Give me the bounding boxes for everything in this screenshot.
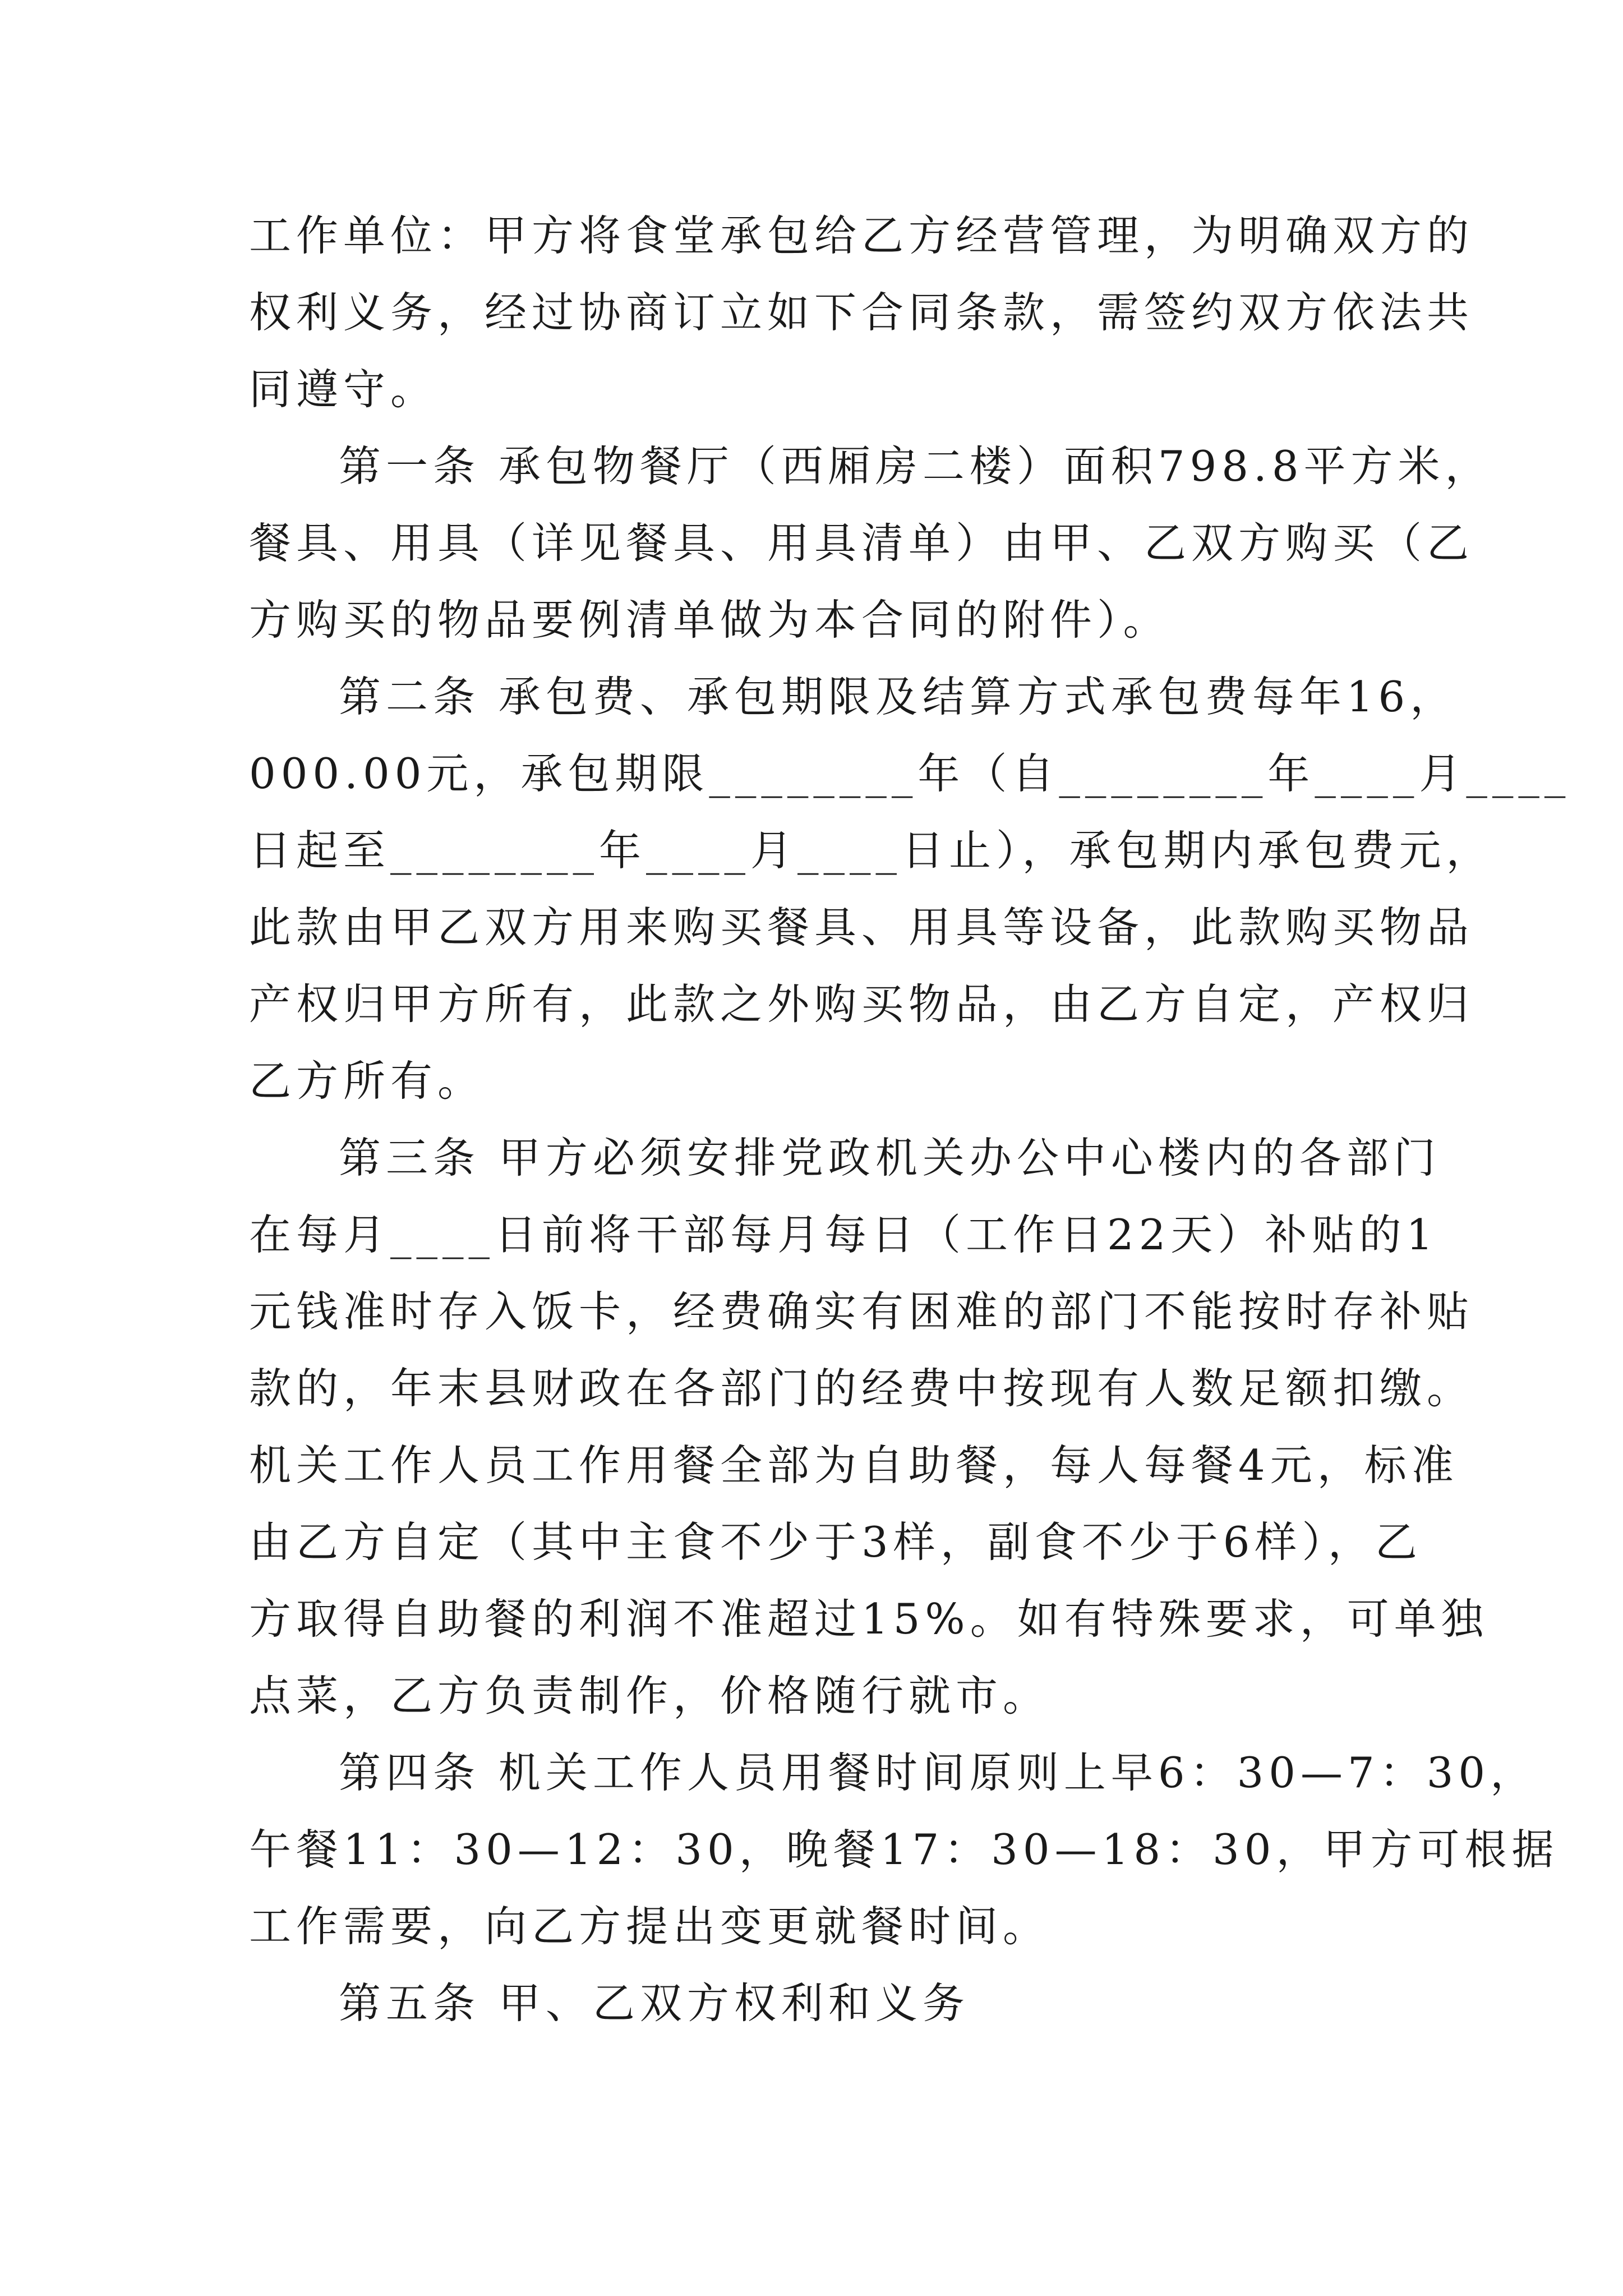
intro-paragraph — [249, 197, 1474, 428]
article-4-paragraph — [249, 1734, 1559, 1965]
text-line: 方取得自助餐的利润不准超过15%。如有特殊要求，可单独 — [249, 1594, 1488, 1644]
text-line: 同遵守。 — [249, 365, 438, 414]
text-line: 工作需要，向乙方提出变更就餐时间。 — [249, 1902, 1050, 1951]
text-line: 000.00元，承包期限________年（自________年____月____ — [249, 749, 1571, 798]
text-line: 产权归甲方所有，此款之外购买物品，由乙方自定，产权归 — [249, 979, 1474, 1029]
text-line: 乙方所有。 — [249, 1056, 485, 1106]
article-3-paragraph — [249, 1120, 1488, 1734]
document-body — [249, 197, 1571, 2042]
article-2-paragraph — [249, 659, 1571, 1120]
text-line: 此款由甲乙双方用来购买餐具、用具等设备，此款购买物品 — [249, 903, 1474, 952]
text-line: 第五条 甲、乙双方权利和义务 — [339, 1978, 970, 2028]
text-line: 日起至________年____月____日止），承包期内承包费元， — [249, 826, 1493, 875]
text-line: 第四条 机关工作人员用餐时间原则上早6：30—7：30， — [339, 1748, 1538, 1797]
text-line: 由乙方自定（其中主食不少于3样，副食不少于6样），乙 — [249, 1517, 1422, 1567]
text-line: 方购买的物品要例清单做为本合同的附件）。 — [249, 595, 1170, 645]
text-line: 机关工作人员工作用餐全部为自助餐，每人每餐4元，标准 — [249, 1441, 1459, 1490]
text-line: 第一条 承包物餐厅（西厢房二楼）面积798.8平方米， — [339, 441, 1492, 491]
text-line: 元钱准时存入饭卡，经费确实有困难的部门不能按时存补贴 — [249, 1287, 1474, 1336]
text-line: 午餐11：30—12：30，晚餐17：30—18：30，甲方可根据 — [249, 1825, 1559, 1874]
article-1-paragraph — [249, 428, 1492, 659]
text-line: 工作单位：甲方将食堂承包给乙方经营管理，为明确双方的 — [249, 211, 1474, 260]
text-line: 第三条 甲方必须安排党政机关办公中心楼内的各部门 — [339, 1133, 1441, 1182]
article-5-heading — [249, 1965, 1399, 2042]
text-line: 第二条 承包费、承包期限及结算方式承包费每年16， — [339, 672, 1458, 721]
text-line: 餐具、用具（详见餐具、用具清单）由甲、乙双方购买（乙 — [249, 518, 1474, 568]
text-line: 在每月____日前将干部每月每日（工作日22天）补贴的1 — [249, 1210, 1438, 1259]
text-line: 款的，年末县财政在各部门的经费中按现有人数足额扣缴。 — [249, 1364, 1474, 1413]
text-line: 权利义务，经过协商订立如下合同条款，需签约双方依法共 — [249, 288, 1474, 337]
text-line: 点菜，乙方负责制作，价格随行就市。 — [249, 1671, 1050, 1720]
